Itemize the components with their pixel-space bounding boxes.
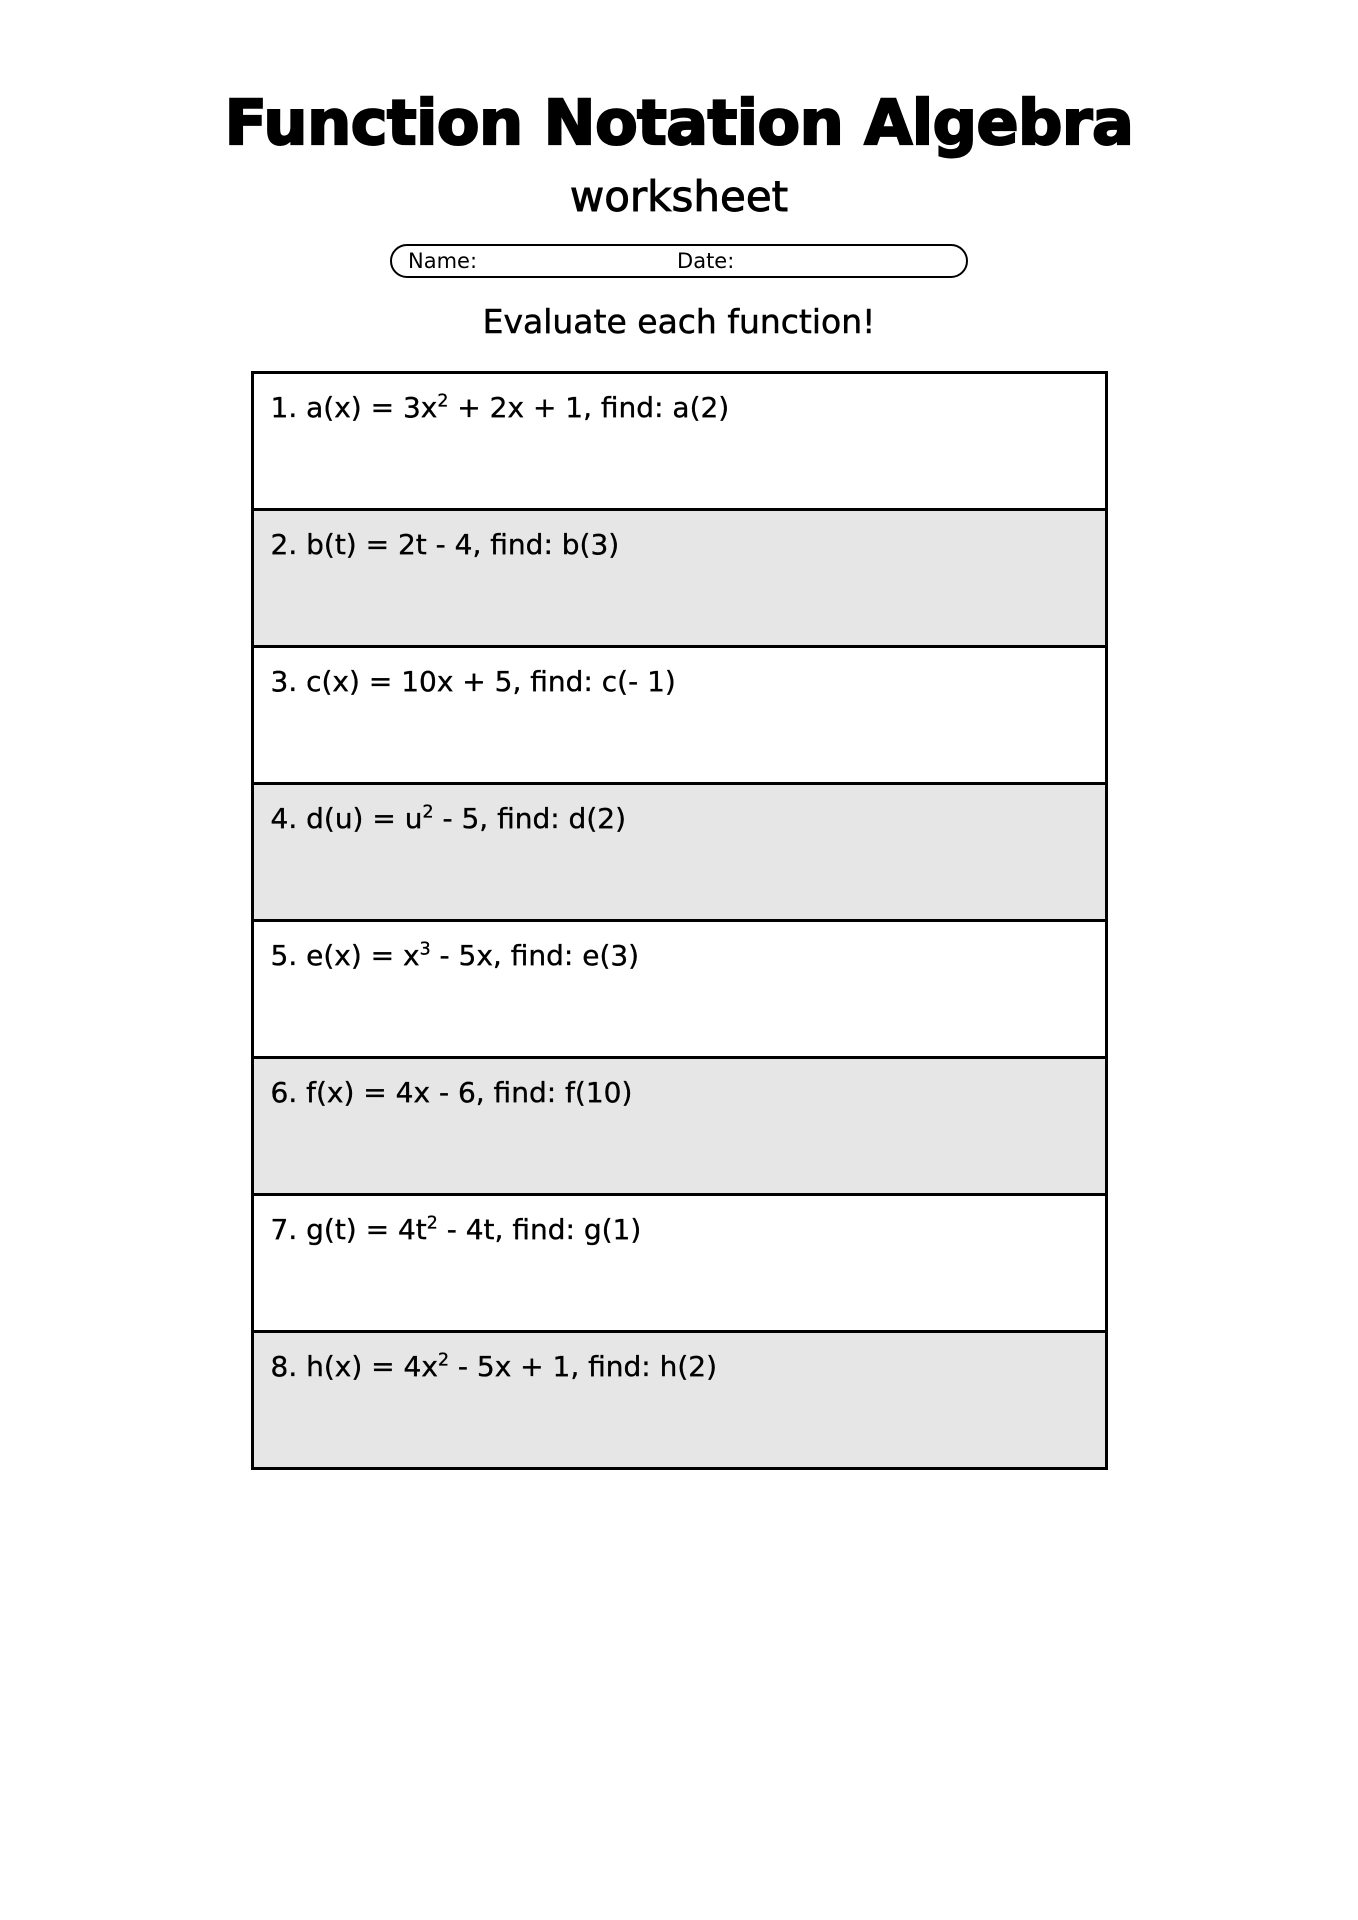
- exponent: 2: [437, 1350, 449, 1371]
- answer-space[interactable]: [271, 1258, 1088, 1322]
- question-row[interactable]: [254, 922, 1105, 1059]
- answer-space[interactable]: [271, 1121, 1088, 1185]
- answer-space[interactable]: [271, 710, 1088, 774]
- question-row[interactable]: [254, 1059, 1105, 1196]
- answer-space[interactable]: [271, 984, 1088, 1048]
- page-title: Function Notation Algebra: [224, 86, 1134, 159]
- question-row[interactable]: [254, 1333, 1105, 1470]
- name-field-label[interactable]: Name:: [408, 248, 478, 273]
- exponent: 3: [419, 939, 431, 960]
- question-text: 5. $e(x) = x^3 - 5x$, find: e(3): [270, 939, 640, 972]
- exponent: 2: [426, 1213, 438, 1234]
- question-text: 8. $h(x) = 4x^2 - 5x + 1$, find: h(2): [270, 1350, 718, 1383]
- question-row[interactable]: [254, 785, 1105, 922]
- question-row[interactable]: [254, 648, 1105, 785]
- question-row[interactable]: [254, 374, 1105, 511]
- answer-space[interactable]: [271, 1395, 1088, 1459]
- instruction-text: Evaluate each function!: [482, 302, 876, 341]
- question-row[interactable]: [254, 1196, 1105, 1333]
- page-subtitle: worksheet: [569, 172, 789, 221]
- exponent: 2: [437, 391, 449, 412]
- question-text: 3. c(x) = 10x + 5, find: c(- 1): [270, 665, 676, 698]
- exponent: 2: [422, 802, 434, 823]
- worksheet-header: [0, 0, 1358, 221]
- answer-space[interactable]: [271, 847, 1088, 911]
- name-date-bar[interactable]: [390, 244, 968, 278]
- name-date-bar-wrapper: [0, 244, 1358, 278]
- question-text: 7. $g(t) = 4t^2 - 4t$, find: g(1): [270, 1213, 642, 1246]
- answer-space[interactable]: [271, 573, 1088, 637]
- question-text: 2. b(t) = 2t - 4, find: b(3): [270, 528, 620, 561]
- question-text: 1. $a(x) = 3x^2 + 2x + 1$, find: a(2): [270, 391, 730, 424]
- date-field-label[interactable]: Date:: [677, 248, 735, 273]
- question-text: 4. $d(u) = u^2 - 5$, find: d(2): [270, 802, 626, 835]
- questions-table: [251, 371, 1108, 1470]
- answer-space[interactable]: [271, 436, 1088, 500]
- question-text: 6. f(x) = 4x - 6, find: f(10): [270, 1076, 633, 1109]
- question-row[interactable]: [254, 511, 1105, 648]
